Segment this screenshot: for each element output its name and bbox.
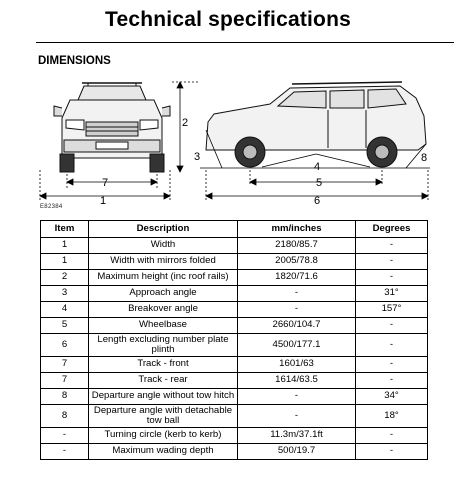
cell-description: Width with mirrors folded	[89, 254, 238, 270]
cell-item: 4	[41, 302, 89, 318]
table-row	[41, 334, 428, 357]
cell-mm-inches: 11.3m/37.1ft	[238, 428, 356, 444]
cell-degrees: 157°	[356, 302, 428, 318]
table-row	[41, 373, 428, 389]
cell-mm-inches: 2005/78.8	[238, 254, 356, 270]
front-view-vehicle	[54, 83, 170, 172]
cell-item: 1	[41, 254, 89, 270]
cell-mm-inches: -	[238, 302, 356, 318]
cell-mm-inches: 1601/63	[238, 357, 356, 373]
cell-mm-inches: 1820/71.6	[238, 270, 356, 286]
cell-degrees: 34°	[356, 389, 428, 405]
cell-description: Length excluding number plate plinth	[89, 334, 238, 357]
table-row	[41, 318, 428, 334]
cell-item: 8	[41, 405, 89, 428]
dim-label-height: 2	[182, 117, 189, 129]
header-degrees: Degrees	[356, 221, 428, 238]
dim-label-width: 1	[100, 195, 107, 207]
cell-mm-inches: -	[238, 389, 356, 405]
cell-item: -	[41, 444, 89, 460]
dim-label-wheelbase: 5	[316, 177, 323, 189]
cell-degrees: -	[356, 254, 428, 270]
cell-description: Maximum wading depth	[89, 444, 238, 460]
dim-label-departure: 8	[421, 152, 428, 164]
cell-item: -	[41, 428, 89, 444]
table-row	[41, 254, 428, 270]
cell-degrees: -	[356, 318, 428, 334]
cell-mm-inches: -	[238, 405, 356, 428]
cell-item: 3	[41, 286, 89, 302]
table-row	[41, 270, 428, 286]
table-row	[41, 428, 428, 444]
cell-description: Track - rear	[89, 373, 238, 389]
header-mm-inches: mm/inches	[238, 221, 356, 238]
table-row	[41, 405, 428, 428]
cell-mm-inches: 500/19.7	[238, 444, 356, 460]
dim-label-approach: 3	[194, 151, 201, 163]
cell-item: 6	[41, 334, 89, 357]
cell-degrees: -	[356, 357, 428, 373]
cell-description: Wheelbase	[89, 318, 238, 334]
cell-description: Maximum height (inc roof rails)	[89, 270, 238, 286]
table-header-row	[41, 221, 428, 238]
cell-mm-inches: -	[238, 286, 356, 302]
title-rule	[36, 42, 454, 43]
cell-description: Turning circle (kerb to kerb)	[89, 428, 238, 444]
cell-description: Width	[89, 238, 238, 254]
table-row	[41, 286, 428, 302]
specifications-table	[40, 220, 428, 460]
cell-item: 2	[41, 270, 89, 286]
cell-description: Departure angle with detachable tow ball	[89, 405, 238, 428]
cell-degrees: -	[356, 238, 428, 254]
cell-mm-inches: 1614/63.5	[238, 373, 356, 389]
cell-degrees: -	[356, 270, 428, 286]
table-row	[41, 444, 428, 460]
cell-degrees: -	[356, 428, 428, 444]
cell-mm-inches: 4500/177.1	[238, 334, 356, 357]
cell-item: 7	[41, 357, 89, 373]
cell-item: 1	[41, 238, 89, 254]
dim-label-breakover: 4	[314, 161, 321, 173]
cell-item: 5	[41, 318, 89, 334]
cell-description: Departure angle without tow hitch	[89, 389, 238, 405]
cell-item: 7	[41, 373, 89, 389]
cell-mm-inches: 2660/104.7	[238, 318, 356, 334]
header-description: Description	[89, 221, 238, 238]
section-heading: DIMENSIONS	[38, 55, 111, 67]
cell-item: 8	[41, 389, 89, 405]
table-row	[41, 238, 428, 254]
cell-description: Track - front	[89, 357, 238, 373]
cell-mm-inches: 2180/85.7	[238, 238, 356, 254]
dim-label-length: 6	[314, 195, 321, 207]
dim-label-track: 7	[102, 177, 109, 189]
dimensions-diagram	[0, 70, 456, 210]
cell-description: Approach angle	[89, 286, 238, 302]
cell-description: Breakover angle	[89, 302, 238, 318]
page-title: Technical specifications	[105, 8, 351, 31]
table-row	[41, 389, 428, 405]
cell-degrees: -	[356, 373, 428, 389]
figure-id: E82384	[40, 204, 63, 210]
cell-degrees: -	[356, 444, 428, 460]
table-row	[41, 357, 428, 373]
cell-degrees: 18°	[356, 405, 428, 428]
cell-degrees: -	[356, 334, 428, 357]
cell-degrees: 31°	[356, 286, 428, 302]
header-item: Item	[41, 221, 89, 238]
table-row	[41, 302, 428, 318]
